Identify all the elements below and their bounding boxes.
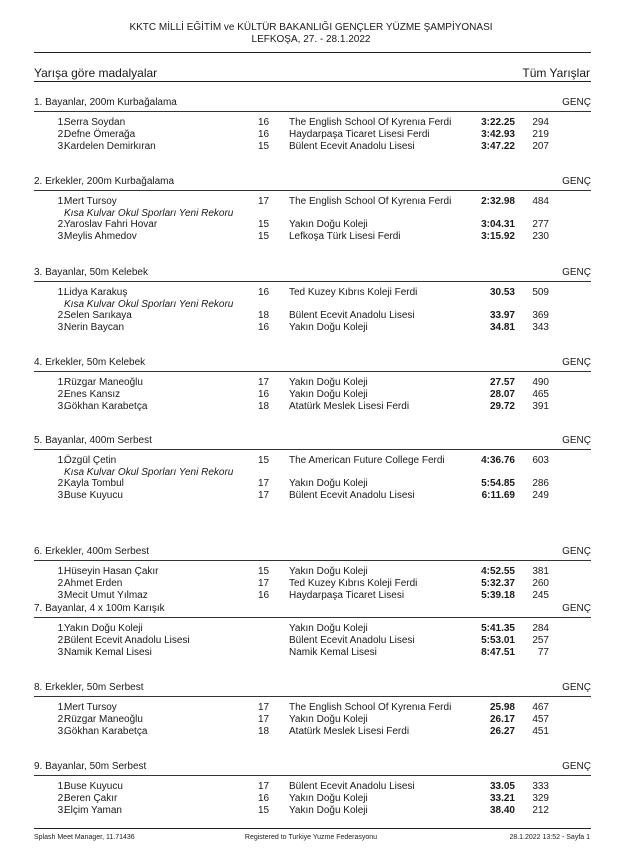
result-rank: 1. — [57, 623, 66, 634]
result-name: Buse Kuyucu — [64, 781, 123, 792]
event-section — [0, 760, 622, 816]
result-row — [0, 490, 622, 502]
event-title: 1. Bayanlar, 200m Kurbağalama — [34, 97, 177, 108]
result-rank: 3. — [57, 490, 66, 501]
result-points: 451 — [532, 726, 549, 737]
result-club: Yakın Doğu Koleji — [289, 478, 368, 489]
result-name: Özgül Çetin — [64, 455, 117, 466]
result-row — [0, 141, 622, 153]
result-rank: 2. — [57, 793, 66, 804]
event-section — [0, 681, 622, 737]
result-club: The English School Of Kyrenıa Ferdi — [289, 117, 452, 128]
event-header — [0, 434, 622, 448]
result-rank: 3. — [57, 322, 66, 333]
result-time: 33.05 — [489, 781, 515, 792]
result-rank: 3. — [57, 805, 66, 816]
result-row — [0, 389, 622, 401]
result-points: 212 — [532, 805, 549, 816]
result-rank: 1. — [57, 196, 66, 207]
result-age: 16 — [258, 287, 270, 298]
result-age: 16 — [258, 793, 270, 804]
result-time: 28.07 — [489, 389, 515, 400]
results-table — [0, 117, 622, 153]
result-points: 294 — [532, 117, 549, 128]
result-age: 17 — [258, 714, 270, 725]
result-name: Meylis Ahmedov — [64, 231, 137, 242]
result-row — [0, 635, 622, 647]
event-section — [0, 545, 622, 601]
event-category: GENÇ — [562, 435, 591, 446]
result-name: Ahmet Erden — [64, 578, 123, 589]
document-title: KKTC MİLLİ EĞİTİM ve KÜLTÜR BAKANLIĞI GENÇLER YÜZME ŞAMPİYONASI — [129, 22, 493, 33]
event-divider — [34, 775, 591, 776]
result-club: Yakın Doğu Koleji — [289, 793, 368, 804]
result-rank: 1. — [57, 781, 66, 792]
result-row — [0, 793, 622, 805]
result-age: 15 — [258, 805, 270, 816]
event-title: 4. Erkekler, 50m Kelebek — [34, 357, 146, 368]
result-age: 17 — [258, 478, 270, 489]
result-points: 277 — [532, 219, 549, 230]
result-row — [0, 805, 622, 817]
result-age: 18 — [258, 401, 270, 412]
event-section — [0, 175, 622, 242]
result-club: Haydarpaşa Ticaret Lisesi — [289, 590, 405, 601]
results-table — [0, 623, 622, 659]
result-points: 207 — [532, 141, 549, 152]
result-club: The English School Of Kyrenıa Ferdi — [289, 702, 452, 713]
result-points: 457 — [532, 714, 549, 725]
result-row — [0, 455, 622, 467]
result-points: 284 — [532, 623, 549, 634]
report-divider — [34, 81, 591, 82]
result-club: Lefkoşa Türk Lisesi Ferdi — [289, 231, 401, 242]
result-row — [0, 219, 622, 231]
result-age: 15 — [258, 141, 270, 152]
event-title: 3. Bayanlar, 50m Kelebek — [34, 267, 148, 278]
result-name: Kayla Tombul — [64, 478, 124, 489]
result-time: 5:41.35 — [481, 623, 515, 634]
result-club: Yakın Doğu Koleji — [289, 322, 368, 333]
result-rank: 3. — [57, 401, 66, 412]
result-name: Namik Kemal Lisesi — [64, 647, 152, 658]
result-name: Selen Sarıkaya — [64, 310, 132, 321]
report-scope: Tüm Yarışlar — [522, 66, 590, 80]
results-table — [0, 566, 622, 602]
result-rank: 3. — [57, 590, 66, 601]
result-points: 391 — [532, 401, 549, 412]
result-row — [0, 726, 622, 738]
event-header — [0, 266, 622, 280]
result-age: 17 — [258, 490, 270, 501]
result-time: 3:42.93 — [481, 129, 515, 140]
result-club: Atatürk Meslek Lisesi Ferdi — [289, 726, 410, 737]
result-club: Yakın Doğu Koleji — [289, 377, 368, 388]
result-points: 219 — [532, 129, 549, 140]
result-rank: 3. — [57, 726, 66, 737]
result-points: 249 — [532, 490, 549, 501]
result-club: Bülent Ecevit Anadolu Lisesi — [289, 635, 415, 646]
result-points: 230 — [532, 231, 549, 242]
result-points: 245 — [532, 590, 549, 601]
result-rank: 1. — [57, 117, 66, 128]
record-note-row — [0, 208, 622, 219]
result-row — [0, 478, 622, 490]
document-subtitle: LEFKOŞA, 27. - 28.1.2022 — [251, 34, 371, 45]
result-row — [0, 781, 622, 793]
event-title: 8. Erkekler, 50m Serbest — [34, 682, 144, 693]
result-time: 6:11.69 — [481, 490, 515, 501]
result-time: 33.21 — [489, 793, 515, 804]
result-age: 17 — [258, 196, 270, 207]
result-points: 343 — [532, 322, 549, 333]
result-name: Buse Kuyucu — [64, 490, 123, 501]
result-name: Lidya Karakuş — [64, 287, 128, 298]
result-rank: 3. — [57, 141, 66, 152]
result-row — [0, 714, 622, 726]
result-name: Mert Tursoy — [64, 702, 117, 713]
event-title: 5. Bayanlar, 400m Serbest — [34, 435, 152, 446]
footer-timestamp-page: 28.1.2022 13:52 - Sayfa 1 — [509, 834, 590, 841]
result-rank: 2. — [57, 714, 66, 725]
result-club: Yakın Doğu Koleji — [289, 566, 368, 577]
result-points: 286 — [532, 478, 549, 489]
result-time: 3:22.25 — [481, 117, 515, 128]
result-rank: 3. — [57, 231, 66, 242]
result-time: 30.53 — [489, 287, 515, 298]
result-age: 16 — [258, 389, 270, 400]
result-time: 29.72 — [489, 401, 515, 412]
result-time: 4:36.76 — [481, 455, 515, 466]
result-age: 17 — [258, 781, 270, 792]
result-age: 16 — [258, 590, 270, 601]
result-rank: 2. — [57, 478, 66, 489]
result-name: Defne Ömerağa — [64, 129, 136, 140]
result-rank: 2. — [57, 635, 66, 646]
result-name: Nerin Baycan — [64, 322, 125, 333]
results-table — [0, 287, 622, 334]
result-age: 17 — [258, 578, 270, 589]
results-table — [0, 781, 622, 817]
result-time: 25.98 — [489, 702, 515, 713]
result-points: 490 — [532, 377, 549, 388]
result-points: 467 — [532, 702, 549, 713]
event-title: 2. Erkekler, 200m Kurbağalama — [34, 176, 175, 187]
title-divider — [34, 52, 591, 53]
result-time: 3:47.22 — [481, 141, 515, 152]
result-row — [0, 322, 622, 334]
event-section — [0, 602, 622, 658]
event-divider — [34, 617, 591, 618]
result-row — [0, 566, 622, 578]
result-time: 26.27 — [489, 726, 515, 737]
result-club: Ted Kuzey Kıbrıs Koleji Ferdi — [289, 578, 418, 589]
result-row — [0, 401, 622, 413]
event-divider — [34, 111, 591, 112]
result-age: 17 — [258, 377, 270, 388]
record-note: Kısa Kulvar Okul Sporları Yeni Rekoru — [64, 208, 234, 219]
result-row — [0, 129, 622, 141]
event-header — [0, 545, 622, 559]
result-name: Serra Soydan — [64, 117, 126, 128]
event-category: GENÇ — [562, 97, 591, 108]
event-title: 7. Bayanlar, 4 x 100m Karışık — [34, 603, 165, 614]
result-name: Yaroslav Fahri Hovar — [64, 219, 158, 230]
result-club: Bülent Ecevit Anadolu Lisesi — [289, 490, 415, 501]
event-category: GENÇ — [562, 357, 591, 368]
result-points: 329 — [532, 793, 549, 804]
result-age: 16 — [258, 117, 270, 128]
result-row — [0, 623, 622, 635]
event-divider — [34, 696, 591, 697]
results-table — [0, 702, 622, 738]
result-name: Beren Çakır — [64, 793, 118, 804]
results-table — [0, 196, 622, 243]
result-name: Bülent Ecevit Anadolu Lisesi — [64, 635, 190, 646]
result-rank: 1. — [57, 702, 66, 713]
result-points: 603 — [532, 455, 549, 466]
result-time: 5:39.18 — [481, 590, 515, 601]
result-age: 15 — [258, 231, 270, 242]
event-category: GENÇ — [562, 603, 591, 614]
result-time: 27.57 — [489, 377, 515, 388]
result-time: 3:04.31 — [481, 219, 515, 230]
result-points: 484 — [532, 196, 549, 207]
result-row — [0, 590, 622, 602]
result-row — [0, 647, 622, 659]
result-name: Kardelen Demirkıran — [64, 141, 156, 152]
footer-software: Splash Meet Manager, 11.71436 — [34, 834, 135, 841]
record-note-row — [0, 299, 622, 310]
result-club: Bülent Ecevit Anadolu Lisesi — [289, 141, 415, 152]
result-time: 38.40 — [489, 805, 515, 816]
result-age: 16 — [258, 322, 270, 333]
event-title: 6. Erkekler, 400m Serbest — [34, 546, 150, 557]
result-time: 4:52.55 — [481, 566, 515, 577]
result-name: Gökhan Karabetça — [64, 726, 148, 737]
event-category: GENÇ — [562, 176, 591, 187]
result-club: Yakın Doğu Koleji — [289, 714, 368, 725]
result-name: Hüseyin Hasan Çakır — [64, 566, 159, 577]
result-club: Yakın Doğu Koleji — [289, 805, 368, 816]
result-age: 15 — [258, 219, 270, 230]
result-points: 257 — [532, 635, 549, 646]
result-rank: 1. — [57, 566, 66, 577]
result-time: 8:47.51 — [481, 647, 515, 658]
event-header — [0, 96, 622, 110]
result-row — [0, 310, 622, 322]
result-rank: 2. — [57, 219, 66, 230]
record-note-row — [0, 467, 622, 478]
event-title: 9. Bayanlar, 50m Serbest — [34, 761, 147, 772]
result-club: Bülent Ecevit Anadolu Lisesi — [289, 310, 415, 321]
result-row — [0, 196, 622, 208]
record-note: Kısa Kulvar Okul Sporları Yeni Rekoru — [64, 299, 234, 310]
event-section — [0, 266, 622, 333]
event-header — [0, 760, 622, 774]
result-name: Mert Tursoy — [64, 196, 117, 207]
result-time: 3:15.92 — [481, 231, 515, 242]
event-section — [0, 434, 622, 501]
result-club: Ted Kuzey Kıbrıs Koleji Ferdi — [289, 287, 418, 298]
result-time: 5:32.37 — [481, 578, 515, 589]
result-name: Elçim Yaman — [64, 805, 122, 816]
footer-registration: Registered to Turkiye Yuzme Federasyonu — [244, 834, 378, 841]
result-rank: 2. — [57, 389, 66, 400]
result-rank: 2. — [57, 310, 66, 321]
event-header — [0, 175, 622, 189]
result-club: The American Future College Ferdi — [289, 455, 445, 466]
result-rank: 2. — [57, 129, 66, 140]
result-name: Rüzgar Maneoğlu — [64, 714, 143, 725]
result-points: 77 — [537, 647, 549, 658]
result-club: Bülent Ecevit Anadolu Lisesi — [289, 781, 415, 792]
result-age: 17 — [258, 702, 270, 713]
result-name: Yakın Doğu Koleji — [64, 623, 143, 634]
result-time: 5:54.85 — [481, 478, 515, 489]
event-divider — [34, 449, 591, 450]
result-time: 33.97 — [489, 310, 515, 321]
result-club: Haydarpaşa Ticaret Lisesi Ferdi — [289, 129, 430, 140]
result-club: Namik Kemal Lisesi — [289, 647, 377, 658]
results-table — [0, 377, 622, 413]
footer-divider — [34, 828, 591, 829]
result-name: Enes Kansız — [64, 389, 121, 400]
event-category: GENÇ — [562, 761, 591, 772]
result-club: Yakın Doğu Koleji — [289, 219, 368, 230]
result-club: Yakın Doğu Koleji — [289, 623, 368, 634]
result-club: Atatürk Meslek Lisesi Ferdi — [289, 401, 410, 412]
event-header — [0, 602, 622, 616]
event-divider — [34, 371, 591, 372]
result-time: 26.17 — [489, 714, 515, 725]
result-time: 34.81 — [489, 322, 515, 333]
result-row — [0, 377, 622, 389]
result-points: 381 — [532, 566, 549, 577]
result-age: 15 — [258, 455, 270, 466]
result-age: 18 — [258, 726, 270, 737]
result-time: 2:32.98 — [481, 196, 515, 207]
event-header — [0, 681, 622, 695]
result-points: 465 — [532, 389, 549, 400]
result-rank: 1. — [57, 287, 66, 298]
result-points: 260 — [532, 578, 549, 589]
results-table — [0, 455, 622, 502]
result-points: 509 — [532, 287, 549, 298]
report-heading: Yarışa göre madalyalar — [34, 66, 158, 80]
result-name: Rüzgar Maneoğlu — [64, 377, 143, 388]
event-category: GENÇ — [562, 267, 591, 278]
result-name: Mecit Umut Yılmaz — [64, 590, 148, 601]
result-rank: 3. — [57, 647, 66, 658]
result-time: 5:53.01 — [481, 635, 515, 646]
event-category: GENÇ — [562, 682, 591, 693]
result-age: 16 — [258, 129, 270, 140]
event-category: GENÇ — [562, 546, 591, 557]
result-rank: 2. — [57, 578, 66, 589]
result-rank: 1. — [57, 455, 66, 466]
result-club: Yakın Doğu Koleji — [289, 389, 368, 400]
result-age: 18 — [258, 310, 270, 321]
result-name: Gökhan Karabetça — [64, 401, 148, 412]
result-club: The English School Of Kyrenıa Ferdi — [289, 196, 452, 207]
result-row — [0, 231, 622, 243]
event-divider — [34, 281, 591, 282]
result-row — [0, 702, 622, 714]
event-divider — [34, 560, 591, 561]
event-section — [0, 356, 622, 412]
result-points: 333 — [532, 781, 549, 792]
result-points: 369 — [532, 310, 549, 321]
result-row — [0, 578, 622, 590]
event-divider — [34, 190, 591, 191]
result-age: 15 — [258, 566, 270, 577]
result-rank: 1. — [57, 377, 66, 388]
record-note: Kısa Kulvar Okul Sporları Yeni Rekoru — [64, 467, 234, 478]
result-row — [0, 117, 622, 129]
event-header — [0, 356, 622, 370]
result-row — [0, 287, 622, 299]
event-section — [0, 96, 622, 152]
